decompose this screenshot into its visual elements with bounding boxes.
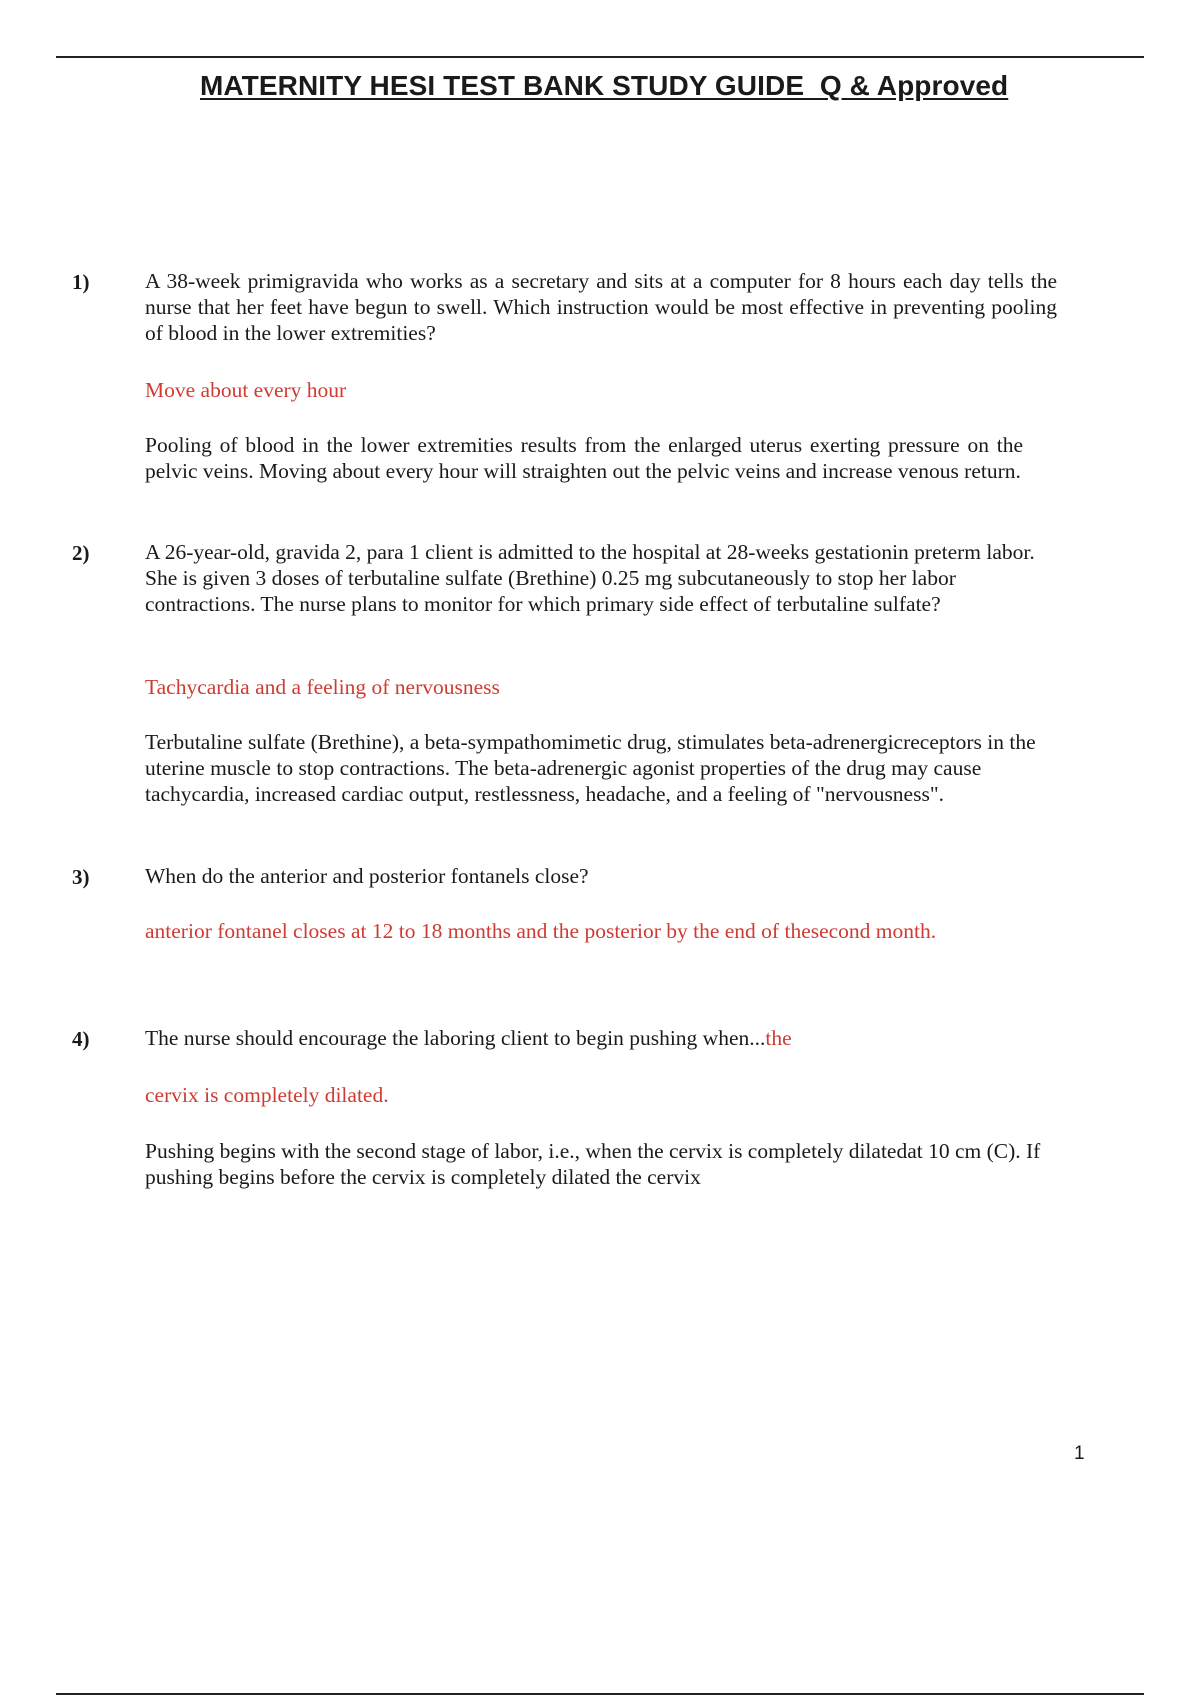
question-text: A 26-year-old, gravida 2, para 1 client is admitted to the hospital at 28-weeks gestationin preterm labor. She is given 3 doses of terbutaline sulfate (Brethine) 0.25 mg subcutaneously to stop her labor contractions. The nurse plans to monitor for which primary side effect of terbutaline sulfate?: [145, 540, 1035, 616]
rationale-text: Pooling of blood in the lower extremities results from the enlarged uterus exerting pressure on the pelvic veins. Moving about every hour will straighten out the pelvic veins and increase venous return.: [145, 433, 1023, 483]
question-number: 2): [72, 541, 90, 565]
footer-rule: [56, 1693, 1144, 1695]
question-text: [145, 1025, 1080, 1051]
document-title: MATERNITY HESI TEST BANK STUDY GUIDE Q & Approved: [200, 70, 1009, 101]
answer-text: anterior fontanel closes at 12 to 18 months and the posterior by the end of thesecond month.: [145, 919, 937, 943]
question-text: When do the anterior and posterior fontanels close?: [145, 864, 589, 888]
page-number: 1: [1074, 1443, 1085, 1464]
answer-text: cervix is completely dilated.: [145, 1083, 389, 1107]
question-number: 1): [72, 270, 90, 294]
answer-start: the: [765, 1026, 792, 1050]
question-stem: The nurse should encourage the laboring client to begin pushing when...: [145, 1026, 766, 1050]
question-number: 3): [72, 865, 90, 889]
header-rule: [56, 56, 1144, 58]
rationale-text: Terbutaline sulfate (Brethine), a beta-sympathomimetic drug, stimulates beta-adrenergicreceptors in the uterine muscle to stop contractions. The beta-adrenergic agonist properties of the drug may cause tachycardia, increased cardiac output, restlessness, headache, and a feeling of "nervousness".: [145, 730, 1036, 806]
question-text: A 38-week primigravida who works as a secretary and sits at a computer for 8 hours each day tells the nurse that her feet have begun to swell. Which instruction would be most effective in preventing pooling of blood in the lower extremities?: [145, 269, 1057, 345]
question-number: 4): [72, 1027, 90, 1051]
rationale-text: Pushing begins with the second stage of labor, i.e., when the cervix is completely dilatedat 10 cm (C). If pushing begins before the cervix is completely dilated the cervix: [145, 1139, 1041, 1189]
answer-text: Move about every hour: [145, 378, 347, 402]
answer-text: Tachycardia and a feeling of nervousness: [145, 675, 500, 699]
